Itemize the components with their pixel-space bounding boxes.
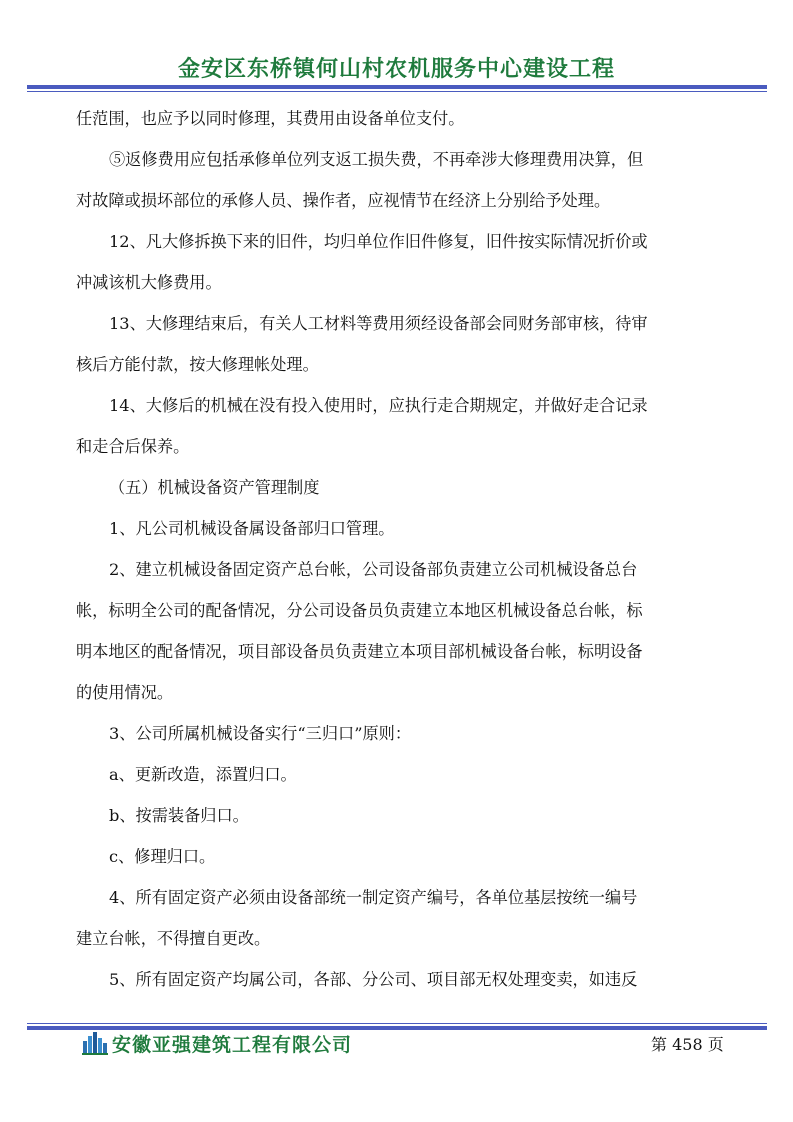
text-line: 对故障或损坏部位的承修人员、操作者，应视情节在经济上分别给予处理。 xyxy=(76,191,611,210)
text-line: 冲减该机大修费用。 xyxy=(76,273,222,292)
text-line: c、修理归口。 xyxy=(109,847,216,866)
text-line: 的使用情况。 xyxy=(76,683,174,702)
text-line: 13、大修理结束后，有关人工材料等费用须经设备部会同财务部审核，待审 xyxy=(109,314,648,333)
text-line: 任范围，也应予以同时修理，其费用由设备单位支付。 xyxy=(76,109,465,128)
text-line: ⑤返修费用应包括承修单位列支返工损失费，不再牵涉大修理费用决算，但 xyxy=(109,150,644,169)
text-line: 5、所有固定资产均属公司，各部、分公司、项目部无权处理变卖，如违反 xyxy=(109,970,638,989)
text-line: 帐，标明全公司的配备情况，分公司设备员负责建立本地区机械设备总台帐，标 xyxy=(76,601,643,620)
text-line: 14、大修后的机械在没有投入使用时，应执行走合期规定，并做好走合记录 xyxy=(109,396,648,415)
header-rule-thick xyxy=(27,85,767,89)
text-line: 3、公司所属机械设备实行“三归口”原则： xyxy=(109,724,412,743)
text-line: 建立台帐，不得擅自更改。 xyxy=(76,929,271,948)
text-line: （五）机械设备资产管理制度 xyxy=(109,478,320,497)
text-line: 2、建立机械设备固定资产总台帐，公司设备部负责建立公司机械设备总台 xyxy=(109,560,638,579)
text-line: 和走合后保养。 xyxy=(76,437,190,456)
text-line: 核后方能付款，按大修理帐处理。 xyxy=(76,355,319,374)
document-body xyxy=(76,98,726,1000)
header-title: 金安区东桥镇何山村农机服务中心建设工程 xyxy=(177,57,615,82)
text-line: 12、凡大修拆换下来的旧件，均归单位作旧件修复，旧件按实际情况折价或 xyxy=(109,232,648,251)
footer-rule-thin xyxy=(27,1023,767,1024)
page-number: 第 458 页 xyxy=(651,1035,724,1054)
header-rule-thin xyxy=(27,91,767,92)
text-line: 4、所有固定资产必须由设备部统一制定资产编号，各单位基层按统一编号 xyxy=(109,888,638,907)
footer-company-name: 安徽亚强建筑工程有限公司 xyxy=(112,1034,353,1056)
text-line: b、按需装备归口。 xyxy=(109,806,249,825)
building-logo-icon xyxy=(82,1031,108,1055)
text-line: 1、凡公司机械设备属设备部归口管理。 xyxy=(109,519,395,538)
text-line: a、更新改造，添置归口。 xyxy=(109,765,297,784)
text-line: 明本地区的配备情况，项目部设备员负责建立本项目部机械设备台帐，标明设备 xyxy=(76,642,643,661)
